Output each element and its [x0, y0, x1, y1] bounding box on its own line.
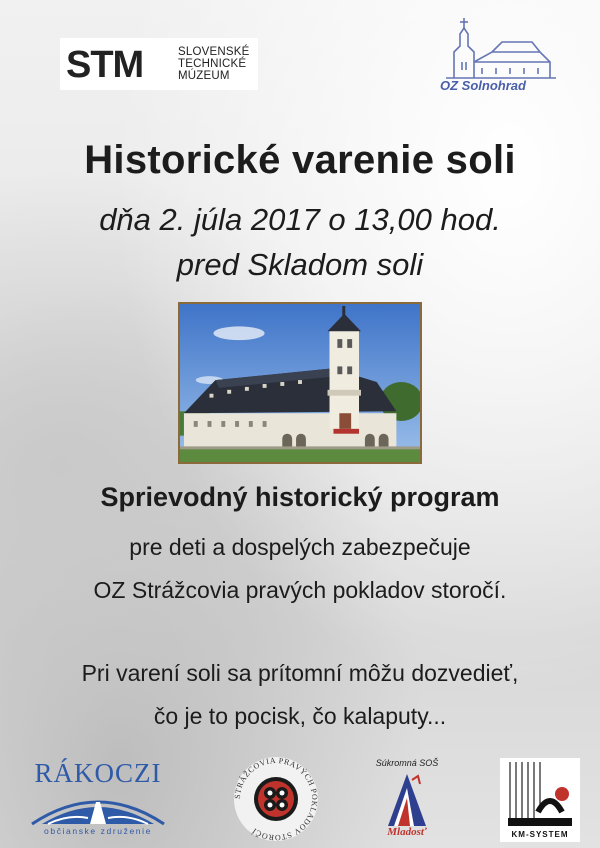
km-system-label: KM-SYSTEM	[511, 830, 569, 839]
km-system-emblem	[504, 760, 576, 828]
svg-text:STM: STM	[66, 44, 144, 84]
program-title: Sprievodný historický program	[100, 482, 500, 512]
stm-logo-mark	[66, 44, 172, 84]
event-title: Historické varenie soli	[84, 138, 516, 182]
km-system-logo	[500, 758, 580, 842]
event-place: pred Skladom soli	[176, 247, 424, 282]
stm-logo	[60, 38, 258, 90]
mladost-top-label: Súkromná SOŠ	[375, 758, 439, 768]
program-line-2: OZ Strážcovia pravých pokladov storočí.	[93, 577, 507, 603]
mladost-emblem	[384, 770, 430, 826]
info-line-2: čo je to pocisk, čo kalaputy...	[153, 703, 447, 729]
svg-text:STRÁŽCOVIA PRAVÝCH POKLADOV ST: STRÁŽCOVIA PRAVÝCH POKLADOV STOROČÍ	[232, 755, 320, 843]
mladost-name: Mladosť	[387, 826, 427, 838]
rakoczi-subtitle: občianske združenie	[44, 826, 152, 836]
salt-warehouse-photo	[178, 302, 422, 464]
solnohrad-label: OZ Solnohrad	[440, 78, 526, 93]
stm-line-2: TECHNICKÉ	[178, 58, 247, 70]
rakoczi-emblem	[28, 788, 168, 826]
program-line-1: pre deti a dospelých zabezpečuje	[129, 534, 471, 560]
stm-line-3: MÚZEUM	[178, 70, 230, 82]
strazcovia-seal-logo	[230, 754, 322, 844]
info-line-1: Pri varení soli sa prítomní môžu dozvedieť,	[81, 660, 519, 686]
event-date: dňa 2. júla 2017 o 13,00 hod.	[99, 202, 501, 237]
stm-line-1: SLOVENSKÉ	[178, 46, 250, 58]
mladost-logo	[372, 758, 442, 842]
stm-logo-text	[178, 46, 249, 82]
rakoczi-name: RÁKOCZI	[34, 758, 162, 788]
rakoczi-logo	[22, 758, 174, 840]
